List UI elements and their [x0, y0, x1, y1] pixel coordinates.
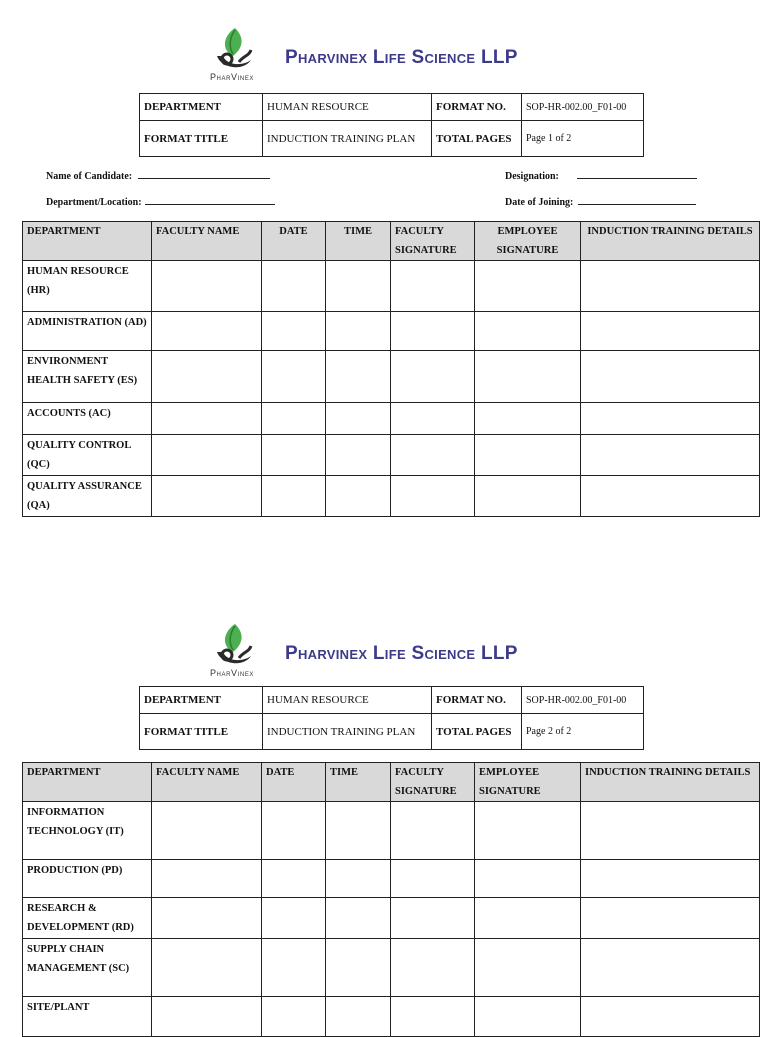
- time-cell[interactable]: [326, 312, 391, 351]
- faculty-name-cell[interactable]: [152, 802, 262, 860]
- table-header-row: [23, 222, 760, 261]
- format-no-label: FORMAT NO.: [432, 94, 522, 121]
- table-row: [23, 939, 760, 997]
- employee-signature-cell[interactable]: [475, 312, 581, 351]
- table-row: [23, 435, 760, 476]
- date-cell[interactable]: [262, 403, 326, 435]
- row-department-site: SITE/PLANT: [23, 997, 152, 1037]
- time-cell[interactable]: [326, 403, 391, 435]
- training-details-cell[interactable]: [581, 351, 760, 403]
- department-location-field: [46, 195, 275, 208]
- faculty-name-cell[interactable]: [152, 435, 262, 476]
- department-location-label: Department/Location:: [46, 197, 142, 208]
- column-header-faculty-name: FACULTY NAME: [152, 763, 262, 802]
- leaf-logo-icon: [213, 26, 255, 72]
- faculty-name-cell[interactable]: [152, 997, 262, 1037]
- column-header-date: DATE: [262, 222, 326, 261]
- employee-signature-cell[interactable]: [475, 351, 581, 403]
- date-of-joining-input-line[interactable]: [578, 195, 696, 205]
- employee-signature-cell[interactable]: [475, 435, 581, 476]
- format-title-value: INDUCTION TRAINING PLAN: [263, 714, 432, 750]
- faculty-signature-cell[interactable]: [391, 898, 475, 939]
- time-cell[interactable]: [326, 997, 391, 1037]
- date-of-joining-label: Date of Joining:: [505, 197, 574, 208]
- faculty-name-cell[interactable]: [152, 351, 262, 403]
- date-cell[interactable]: [262, 435, 326, 476]
- faculty-signature-cell[interactable]: [391, 435, 475, 476]
- time-cell[interactable]: [326, 435, 391, 476]
- time-cell[interactable]: [326, 939, 391, 997]
- department-value: HUMAN RESOURCE: [263, 94, 432, 121]
- department-value: HUMAN RESOURCE: [263, 687, 432, 714]
- employee-signature-cell[interactable]: [475, 802, 581, 860]
- format-no-label: FORMAT NO.: [432, 687, 522, 714]
- time-cell[interactable]: [326, 261, 391, 312]
- date-cell[interactable]: [262, 476, 326, 517]
- row-department-ad: ADMINISTRATION (AD): [23, 312, 152, 351]
- format-title-label: FORMAT TITLE: [140, 121, 263, 157]
- faculty-signature-cell[interactable]: [391, 939, 475, 997]
- date-of-joining-field: [505, 195, 696, 208]
- candidate-name-input-line[interactable]: [138, 169, 270, 179]
- table-row: [23, 860, 760, 898]
- employee-signature-cell[interactable]: [475, 860, 581, 898]
- column-header-faculty-signature: FACULTY SIGNATURE: [391, 763, 475, 802]
- faculty-name-cell[interactable]: [152, 860, 262, 898]
- employee-signature-cell[interactable]: [475, 997, 581, 1037]
- time-cell[interactable]: [326, 860, 391, 898]
- training-details-cell[interactable]: [581, 312, 760, 351]
- employee-signature-cell[interactable]: [475, 476, 581, 517]
- training-details-cell[interactable]: [581, 476, 760, 517]
- training-details-cell[interactable]: [581, 898, 760, 939]
- designation-label: Designation:: [505, 171, 559, 182]
- column-header-time: TIME: [326, 222, 391, 261]
- designation-input-line[interactable]: [577, 169, 697, 179]
- column-header-faculty-name: FACULTY NAME: [152, 222, 262, 261]
- date-cell[interactable]: [262, 312, 326, 351]
- training-details-cell[interactable]: [581, 261, 760, 312]
- faculty-name-cell[interactable]: [152, 939, 262, 997]
- row-department-pd: PRODUCTION (PD): [23, 860, 152, 898]
- total-pages-label: TOTAL PAGES: [432, 714, 522, 750]
- faculty-name-cell[interactable]: [152, 261, 262, 312]
- table-row: [23, 898, 760, 939]
- department-label: DEPARTMENT: [140, 94, 263, 121]
- faculty-signature-cell[interactable]: [391, 997, 475, 1037]
- company-name: Pharvinex Life Science LLP: [285, 47, 518, 68]
- training-details-cell[interactable]: [581, 939, 760, 997]
- date-cell[interactable]: [262, 997, 326, 1037]
- employee-signature-cell[interactable]: [475, 403, 581, 435]
- company-name: Pharvinex Life Science LLP: [285, 643, 518, 664]
- document-header: [135, 22, 615, 88]
- date-cell[interactable]: [262, 802, 326, 860]
- format-title-label: FORMAT TITLE: [140, 714, 263, 750]
- faculty-signature-cell[interactable]: [391, 403, 475, 435]
- column-header-department: DEPARTMENT: [23, 763, 152, 802]
- induction-plan-table-page-1: [22, 221, 760, 517]
- column-header-time: TIME: [326, 763, 391, 802]
- company-logo: [197, 618, 269, 684]
- table-row: [23, 261, 760, 312]
- table-row: [23, 997, 760, 1037]
- department-location-input-line[interactable]: [145, 195, 275, 205]
- table-row: [23, 351, 760, 403]
- row-department-ac: ACCOUNTS (AC): [23, 403, 152, 435]
- column-header-date: DATE: [262, 763, 326, 802]
- time-cell[interactable]: [326, 351, 391, 403]
- leaf-logo-icon: [213, 622, 255, 668]
- training-details-cell[interactable]: [581, 802, 760, 860]
- faculty-signature-cell[interactable]: [391, 860, 475, 898]
- column-header-faculty-signature: FACULTY SIGNATURE: [391, 222, 475, 261]
- format-title-value: INDUCTION TRAINING PLAN: [263, 121, 432, 157]
- training-details-cell[interactable]: [581, 435, 760, 476]
- training-details-cell[interactable]: [581, 403, 760, 435]
- table-row: [23, 802, 760, 860]
- row-department-hr: HUMAN RESOURCE (HR): [23, 261, 152, 312]
- faculty-signature-cell[interactable]: [391, 261, 475, 312]
- employee-signature-cell[interactable]: [475, 261, 581, 312]
- logo-wordmark: PharVinex: [209, 668, 255, 678]
- row-department-sc: SUPPLY CHAIN MANAGEMENT (SC): [23, 939, 152, 997]
- faculty-name-cell[interactable]: [152, 898, 262, 939]
- faculty-signature-cell[interactable]: [391, 312, 475, 351]
- company-logo: [197, 22, 269, 88]
- table-row: [23, 403, 760, 435]
- candidate-name-label: Name of Candidate:: [46, 171, 133, 182]
- designation-field: [505, 169, 697, 182]
- row-department-rd: RESEARCH & DEVELOPMENT (RD): [23, 898, 152, 939]
- date-cell[interactable]: [262, 351, 326, 403]
- total-pages-label: TOTAL PAGES: [432, 121, 522, 157]
- training-details-cell[interactable]: [581, 860, 760, 898]
- table-row: [23, 312, 760, 351]
- table-row: [23, 476, 760, 517]
- format-no-value: SOP-HR-002.00_F01-00: [522, 94, 644, 121]
- faculty-name-cell[interactable]: [152, 403, 262, 435]
- time-cell[interactable]: [326, 898, 391, 939]
- date-cell[interactable]: [262, 939, 326, 997]
- faculty-signature-cell[interactable]: [391, 476, 475, 517]
- column-header-employee-signature: EMPLOYEE SIGNATURE: [475, 222, 581, 261]
- total-pages-value: Page 1 of 2: [522, 121, 644, 157]
- row-department-qa: QUALITY ASSURANCE (QA): [23, 476, 152, 517]
- column-header-induction-details: INDUCTION TRAINING DETAILS: [581, 763, 760, 802]
- department-label: DEPARTMENT: [140, 687, 263, 714]
- faculty-signature-cell[interactable]: [391, 351, 475, 403]
- training-details-cell[interactable]: [581, 997, 760, 1037]
- employee-signature-cell[interactable]: [475, 898, 581, 939]
- format-no-value: SOP-HR-002.00_F01-00: [522, 687, 644, 714]
- induction-plan-table-page-2: [22, 762, 760, 1037]
- column-header-employee-signature: EMPLOYEE SIGNATURE: [475, 763, 581, 802]
- date-cell[interactable]: [262, 898, 326, 939]
- time-cell[interactable]: [326, 476, 391, 517]
- date-cell[interactable]: [262, 860, 326, 898]
- candidate-name-field: [46, 169, 270, 182]
- time-cell[interactable]: [326, 802, 391, 860]
- row-department-qc: QUALITY CONTROL (QC): [23, 435, 152, 476]
- faculty-name-cell[interactable]: [152, 312, 262, 351]
- logo-wordmark: PharVinex: [209, 72, 255, 82]
- faculty-name-cell[interactable]: [152, 476, 262, 517]
- row-department-it: INFORMATION TECHNOLOGY (IT): [23, 802, 152, 860]
- total-pages-value: Page 2 of 2: [522, 714, 644, 750]
- document-header: [135, 618, 615, 684]
- document-info-table: [139, 686, 644, 750]
- table-header-row: [23, 763, 760, 802]
- column-header-induction-details: INDUCTION TRAINING DETAILS: [581, 222, 760, 261]
- document-info-table: [139, 93, 644, 157]
- row-department-es: ENVIRONMENT HEALTH SAFETY (ES): [23, 351, 152, 403]
- faculty-signature-cell[interactable]: [391, 802, 475, 860]
- date-cell[interactable]: [262, 261, 326, 312]
- employee-signature-cell[interactable]: [475, 939, 581, 997]
- column-header-department: DEPARTMENT: [23, 222, 152, 261]
